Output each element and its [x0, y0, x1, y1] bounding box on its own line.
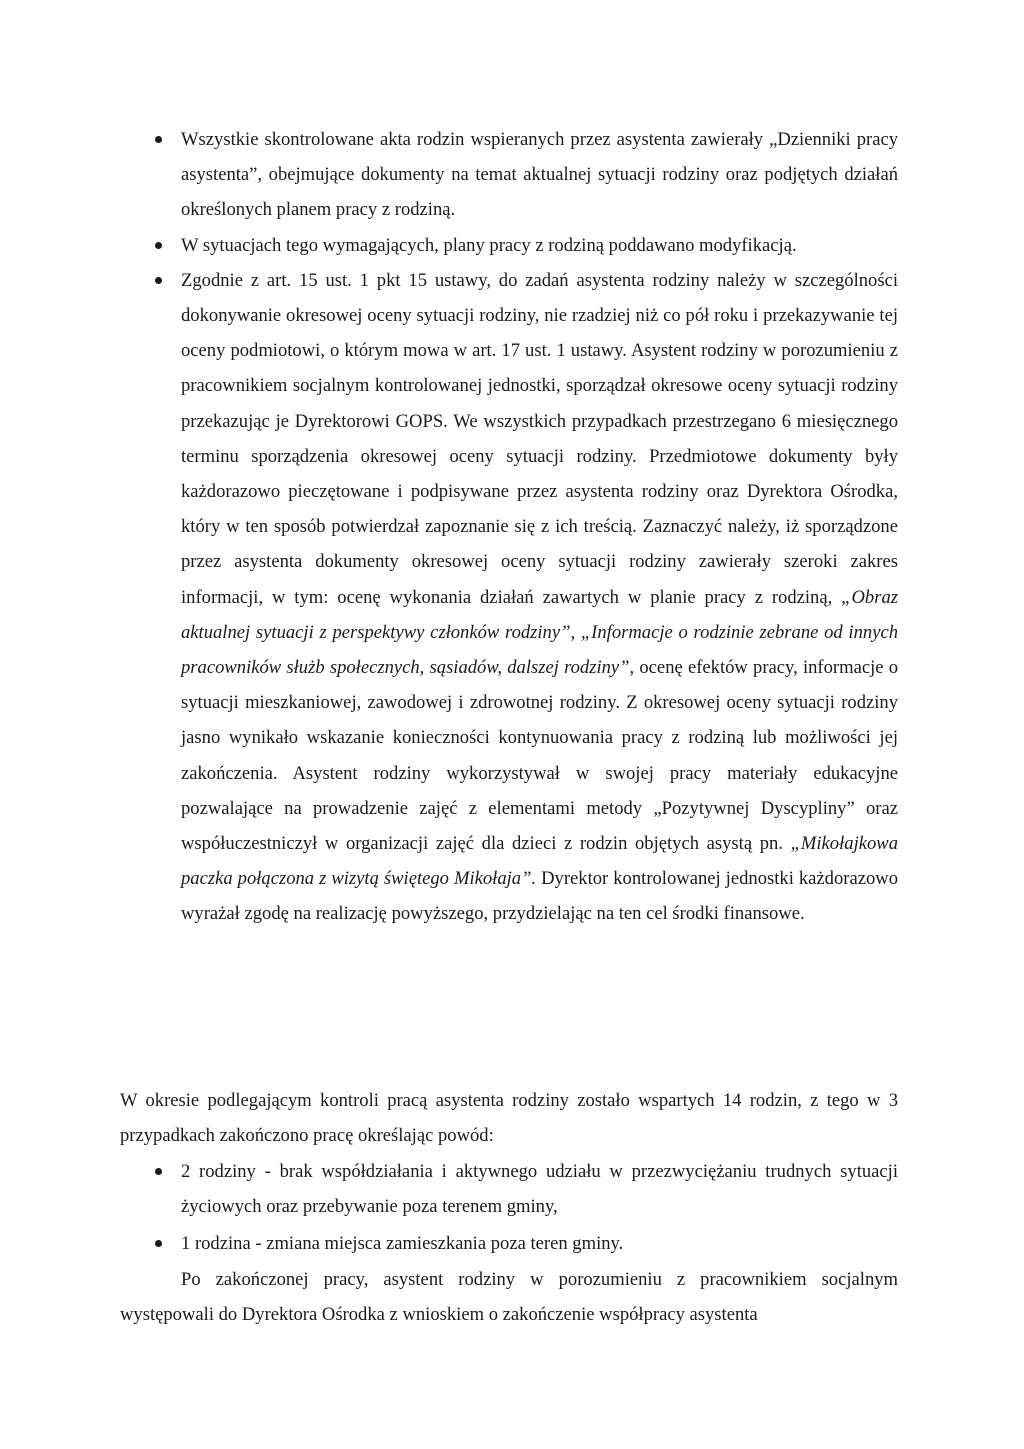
- bullet-text: Wszystkie skontrolowane akta rodzin wspieranych przez asystenta zawierały „Dzienniki pracy asystenta”, obejmujące dokumenty na temat aktualnej sytuacji rodziny oraz podjętych działań określonych planem pracy z rodziną.: [181, 129, 898, 221]
- bullet-list-bottom: [181, 1154, 898, 1262]
- bullet-text: W sytuacjach tego wymagających, plany pracy z rodziną poddawano modyfikacją.: [181, 234, 797, 256]
- list-item: [181, 1226, 898, 1261]
- bullet-text: 1 rodzina - zmiana miejsca zamieszkania poza teren gminy.: [181, 1233, 624, 1255]
- bullet-list-top: [181, 122, 898, 932]
- bullet-text-part: Zgodnie z art. 15 ust. 1 pkt 15 ustawy, do zadań asystenta rodziny należy w szczególności dokonywanie okresowej oceny sytuacji rodziny, nie rzadziej niż co pół roku i przekazywanie tej oceny podmiotowi, o którym mowa w art. 17 ust. 1 ustawy. Asystent rodziny w porozumieniu z pracownikiem socjalnym kontrolowanej jednostki, sporządzał okresowe oceny sytuacji rodziny przekazując je Dyrektorowi GOPS. We wszystkich przypadkach przestrzegano 6 miesięcznego terminu sporządzenia okresowej oceny sytuacji rodziny. Przedmiotowe dokumenty były każdorazowo pieczętowane i podpisywane przez asystenta rodziny oraz Dyrektora Ośrodka, który w ten sposób potwierdzał zapoznanie się z ich treścią. Zaznaczyć należy, iż sporządzone przez asystenta dokumenty okresowej oceny sytuacji rodziny zawierały szeroki zakres informacji, w tym: ocenę wykonania działań zawartych w planie pracy z rodziną,: [181, 269, 898, 608]
- bullet-text-part: , ocenę efektów pracy, informacje o sytuacji mieszkaniowej, zawodowej i zdrowotnej rodziny. Z okresowej oceny sytuacji rodziny jasno wynikało wskazanie konieczności kontynuowania pracy z rodziną lub możliwości jej zakończenia. Asystent rodziny wykorzystywał w swojej pracy materiały edukacyjne pozwalające na prowadzenie zajęć z elementami metody „Pozytywnej Dyscypliny” oraz współuczestniczył w organizacji zajęć dla dzieci z rodzin objętych asystą pn.: [181, 657, 899, 855]
- bullet-text-part: Dyrektor kontrolowanej jednostki każdorazowo wyrażał zgodę na realizację powyższego, przydzielając na ten cel środki finansowe.: [181, 868, 898, 925]
- list-item: [181, 263, 898, 932]
- bullet-icon: [155, 136, 162, 143]
- list-item: [181, 122, 898, 228]
- bullet-icon: [155, 1240, 162, 1247]
- paragraph-last: Po zakończonej pracy, asystent rodziny w porozumieniu z pracownikiem socjalnym występowali do Dyrektora Ośrodka z wnioskiem o zakończenie współpracy asystenta: [120, 1269, 898, 1326]
- bullet-text-italic: „Obraz aktualnej sytuacji z perspektywy członków rodziny”, „Informacje o rodzinie zebrane od innych pracowników służb społecznych, sąsiadów, dalszej rodziny”: [181, 586, 898, 679]
- list-item: [181, 1154, 898, 1224]
- bullet-icon: [155, 277, 162, 284]
- bullet-icon: [155, 1168, 162, 1175]
- list-item: [181, 228, 898, 263]
- bullet-icon: [155, 242, 162, 249]
- paragraph-main: W okresie podlegającym kontroli pracą asystenta rodziny zostało wspartych 14 rodzin, z tego w 3 przypadkach zakończono pracę określając powód:: [120, 1090, 898, 1147]
- bullet-text-italic: „Mikołajkowa paczka połączona z wizytą świętego Mikołaja”.: [181, 833, 898, 890]
- bullet-text: 2 rodziny - brak współdziałania i aktywnego udziału w przezwyciężaniu trudnych sytuacji życiowych oraz przebywanie poza terenem gminy,: [181, 1161, 898, 1218]
